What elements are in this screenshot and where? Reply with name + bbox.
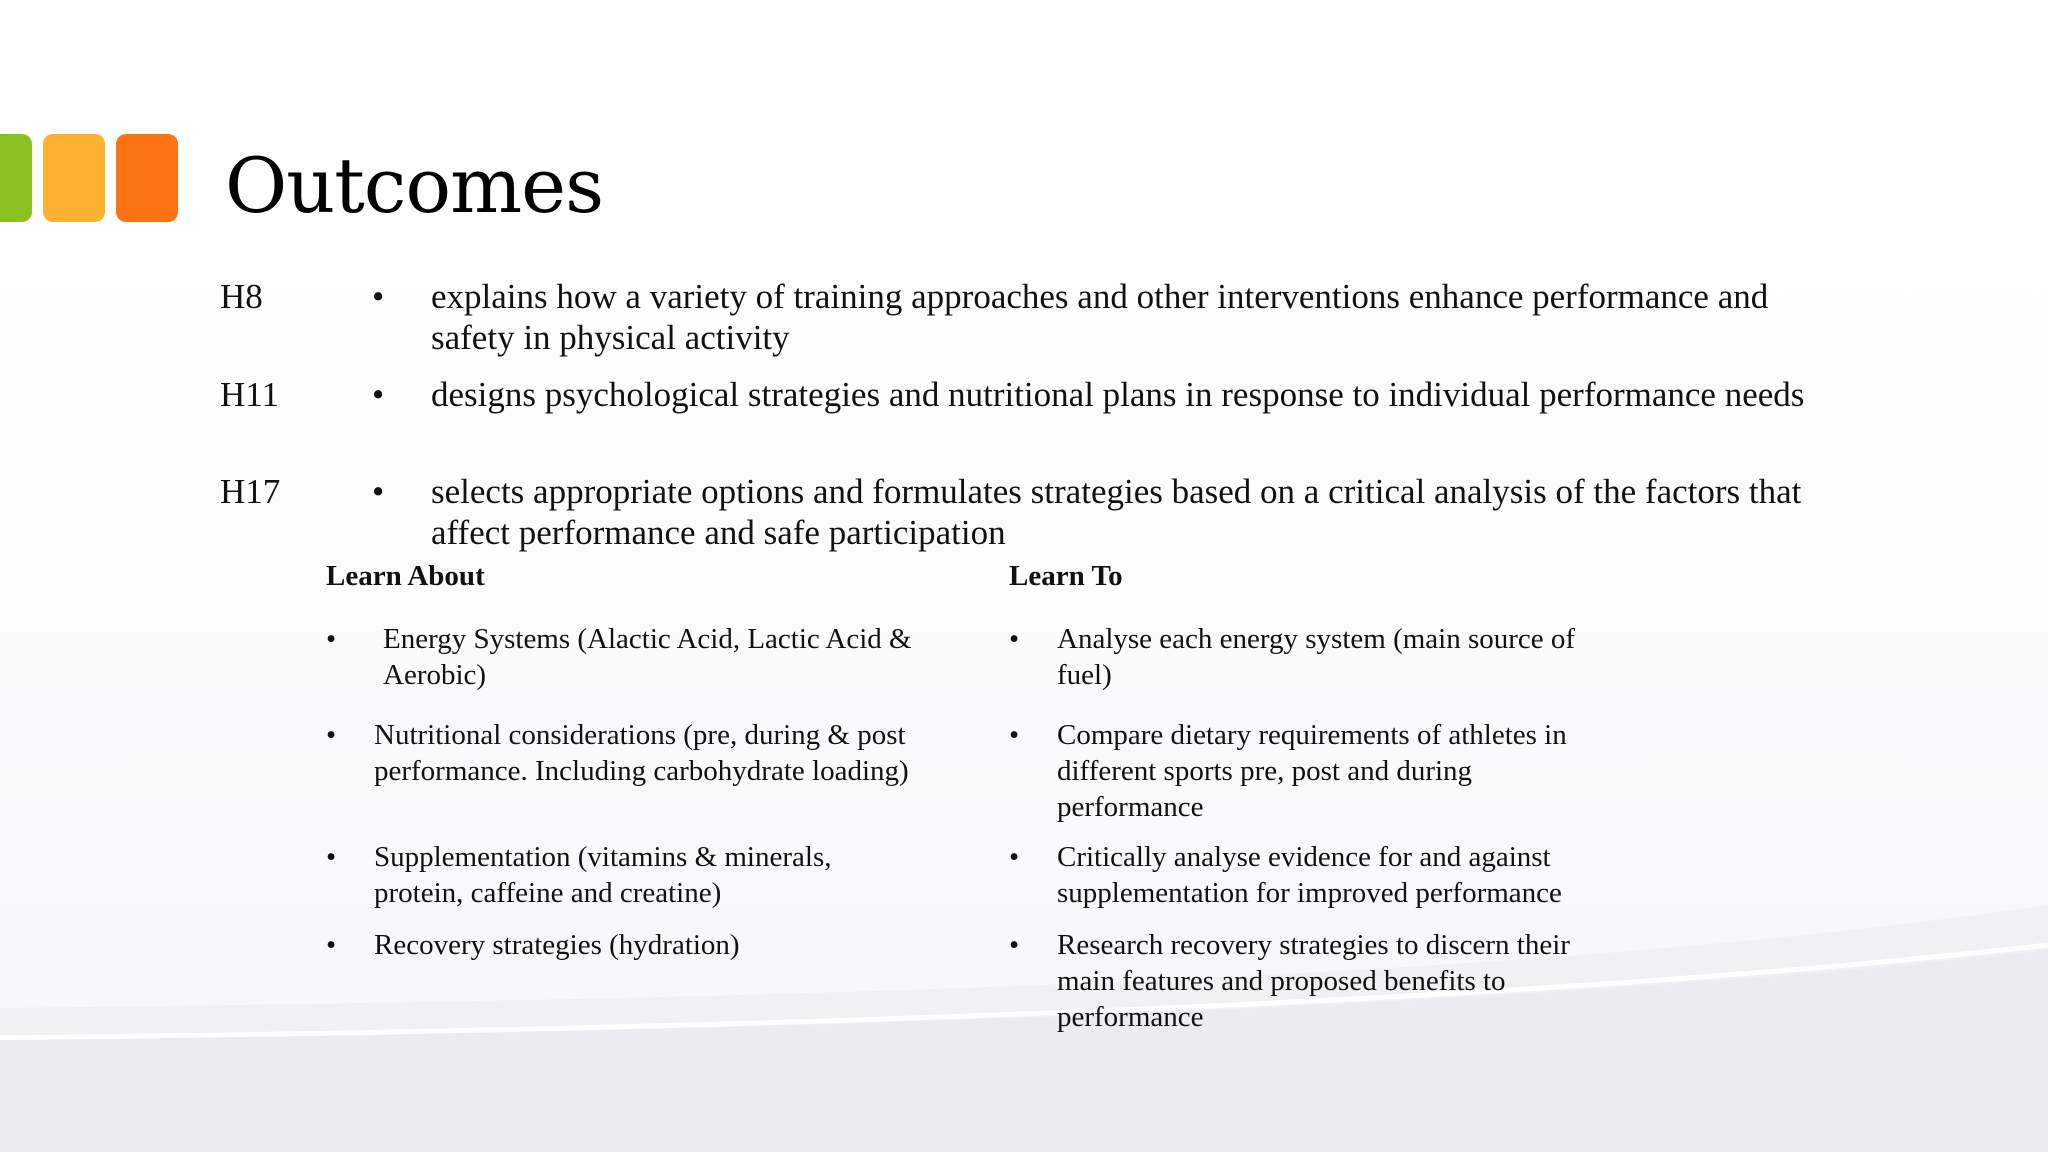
decorative-orange-square [116, 134, 178, 222]
item-line: protein, caffeine and creatine) [374, 877, 722, 909]
outcome-code: H11 [220, 374, 279, 414]
bullet-icon: • [326, 929, 337, 961]
bullet-icon: • [1009, 623, 1020, 655]
bullet-icon: • [372, 277, 385, 316]
item-line: different sports pre, post and during [1057, 755, 1473, 787]
bullet-icon: • [326, 719, 337, 751]
item-line: Research recovery strategies to discern their [1057, 929, 1570, 961]
item-line: performance [1057, 1001, 1204, 1033]
item-line: Recovery strategies (hydration) [374, 929, 740, 961]
item-line: main features and proposed benefits to [1057, 965, 1506, 997]
item-line: Supplementation (vitamins & minerals, [374, 841, 832, 873]
learn-to-item [1009, 621, 1575, 693]
item-line: performance [1057, 791, 1204, 823]
learn-about-item [326, 839, 832, 911]
learn-about-item [326, 621, 912, 693]
outcome-row-h11 [220, 370, 1840, 468]
learn-to-heading: Learn To [1009, 560, 1123, 592]
outcome-text: selects appropriate options and formulates strategies based on a critical analysis of the factors that affect performance and safe participation [431, 472, 1802, 552]
learn-to-item [1009, 717, 1567, 825]
item-line: Critically analyse evidence for and against [1057, 841, 1551, 873]
item-line: Energy Systems (Alactic Acid, Lactic Acid & [383, 623, 912, 655]
item-line: fuel) [1057, 659, 1112, 691]
decorative-yellow-square [43, 134, 105, 222]
item-line: Compare dietary requirements of athletes in [1057, 719, 1567, 751]
bullet-icon: • [326, 841, 337, 873]
outcome-code: H17 [220, 472, 281, 511]
learn-to-item [1009, 839, 1562, 911]
bullet-icon: • [372, 374, 385, 414]
learn-about-item [326, 717, 909, 789]
item-line: performance. Including carbohydrate loading) [374, 755, 909, 787]
learn-to-item [1009, 927, 1570, 1035]
outcomes-list [220, 272, 1840, 565]
outcome-code: H8 [220, 277, 263, 316]
item-line: Nutritional considerations (pre, during & post [374, 719, 906, 751]
bullet-icon: • [326, 623, 337, 655]
item-line: supplementation for improved performance [1057, 877, 1562, 909]
bullet-icon: • [1009, 841, 1020, 873]
learn-about-item [326, 927, 740, 963]
bullet-icon: • [1009, 719, 1020, 751]
outcome-text: explains how a variety of training approaches and other interventions enhance performance and safety in physical activity [431, 277, 1769, 357]
item-line: Aerobic) [383, 659, 487, 691]
outcome-text: designs psychological strategies and nutritional plans in response to individual performance needs [431, 374, 1805, 414]
bullet-icon: • [1009, 929, 1020, 961]
slide-title: Outcomes [225, 141, 604, 230]
bullet-icon: • [372, 472, 385, 511]
decorative-green-square [0, 134, 32, 222]
learn-about-heading: Learn About [326, 560, 485, 592]
item-line: Analyse each energy system (main source of [1057, 623, 1576, 655]
outcome-row-h17 [220, 467, 1840, 565]
outcome-row-h8 [220, 272, 1840, 370]
